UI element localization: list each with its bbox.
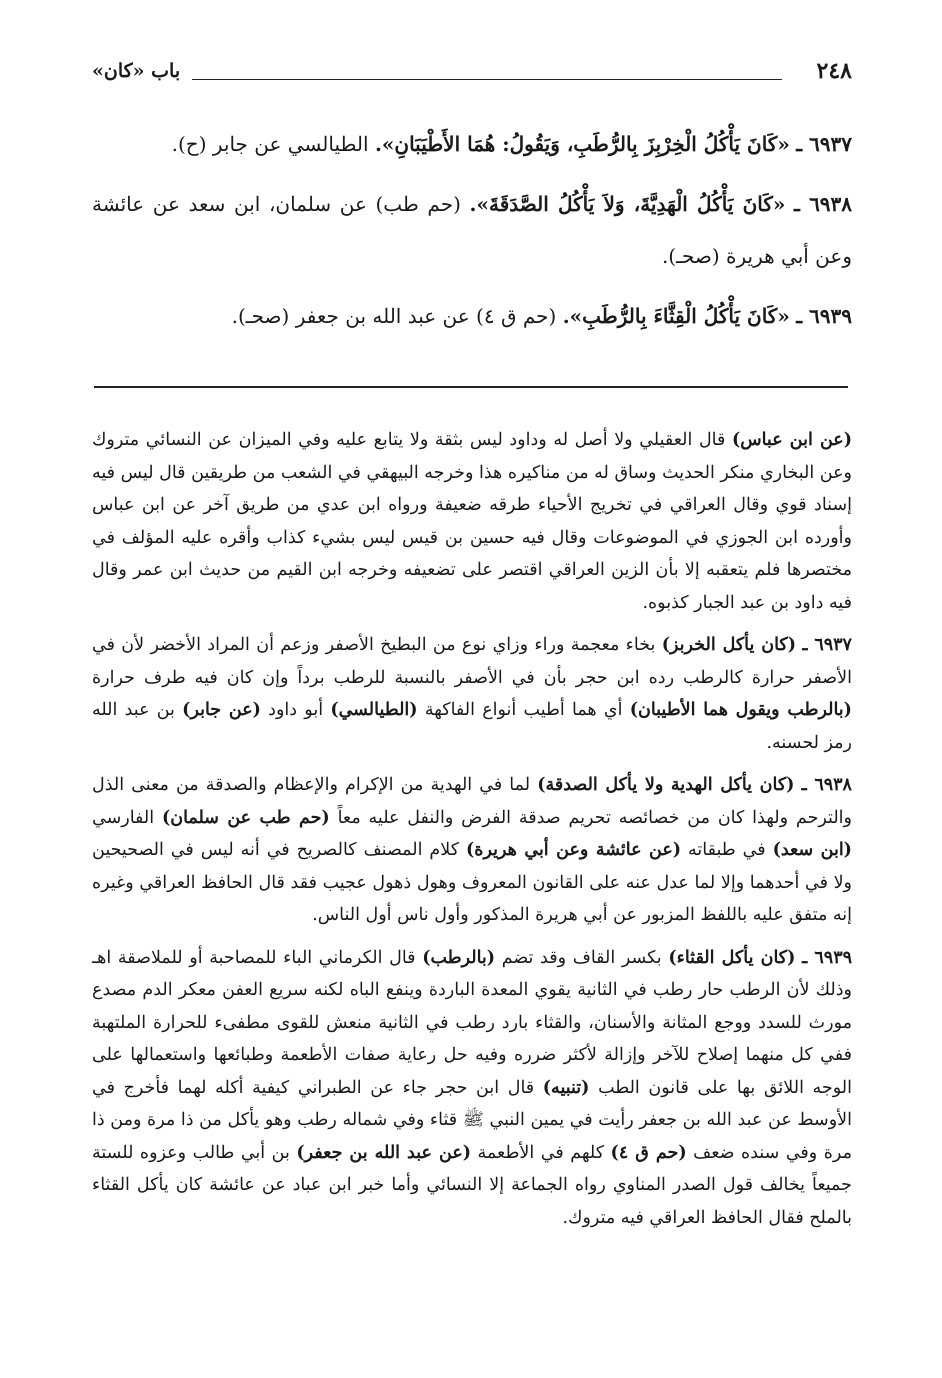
hadith-source: (حم ق ٤) عن عبد الله بن جعفر (صحـ). [231,304,557,328]
commentary-bold: (الطيالسي) [330,700,418,720]
hadith-number: ٦٩٣٨ ـ [794,192,853,216]
commentary-intro [92,424,852,619]
commentary-bold: (حم طب عن سلمان) [161,807,330,828]
commentary-bold: (عن جابر) [182,700,261,720]
page-header [92,58,852,92]
commentary-number: ٦٩٣٧ ـ [802,635,852,655]
header-rule [192,79,782,80]
commentary-bold: (عن عبد الله بن جعفر) [296,1142,472,1163]
commentary-lead: (كان يأكل الخربز) [661,635,797,655]
commentary-bold: (بالرطب ويقول هما الأطيبان) [629,700,852,720]
hadith-entry [92,118,852,170]
commentary-bold: (حم ق ٤) [610,1142,687,1163]
commentary-text: بكسر القاف وقد تضم [501,947,662,968]
commentary-6938 [92,769,852,932]
hadith-number: ٦٩٣٧ ـ [796,132,852,156]
hadith-text: «كَانَ يَأْكُلُ الْخِرْبِزَ بِالرُّطَبِ، وَيَقُولُ: هُمَا الأَطْيَبَانِ». [374,132,790,156]
commentary-text: في طبقاته [688,840,766,860]
commentary-lead: (كان يأكل القثاء) [668,947,796,968]
commentary-lead: (عن ابن عباس) [731,430,852,450]
commentary-number: ٦٩٣٩ ـ [802,947,852,968]
commentary-text: بن عبد الله رمز لحسنه. [92,700,852,753]
hadith-source: (حم طب) عن سلمان، ابن سعد عن عائشة وعن أبي هريرة (صحـ). [92,192,852,268]
commentary-section [92,424,852,1244]
commentary-6939 [92,942,852,1235]
commentary-text: قال العقيلي ولا أصل له وداود ليس بثقة ولا يتابع عليه وفي الميزان عن النسائي متروك وعن البخاري منكر الحديث وساق له من مناكيره هذا وخرجه البيهقي في الشعب من طريقين قال ليس فيه إسناد قوي وقال العراقي في تخريج الأحياء طرقه ضعيفة ورواه ابن عدي من طريق آخر عن ابن عباس وأورده ابن الجوزي في الموضوعات وقال فيه حسين بن قيس ليس بشيء كذاب وأقره عليه المؤلف في مختصرها فلم يتعقبه إلا بأن الزين العراقي اقتصر على تضعيفه وخرجه ابن القيم من حديث ابن عمر وقال فيه داود بن عبد الجبار كذبوه. [92,430,852,613]
commentary-text: بن أبي طالب وعزوه للستة جميعاً يخالف قول الصدر المناوي رواه الجماعة إلا النسائي وأما خبر ابن عباد عن عائشة كان يأكل القثاء بالملح فقال الحافظ العراقي فيه متروك. [92,1142,852,1228]
commentary-text: قال ابن حجر جاء عن الطبراني كيفية أكله لهما فأخرج في الأوسط عن عبد الله بن جعفر رأيت في يمين النبي ﷺ قثاء وفي شماله رطب وهو يأكل من ذا مرة ومن ذا مرة وفي سنده ضعف [92,1077,852,1163]
hadith-entry [92,178,852,282]
commentary-text: الفارسي [92,807,155,828]
hadith-text: «كَانَ يَأْكُلُ الْهَدِيَّةَ، وَلاَ يَأْكُلُ الصَّدَقَةَ». [469,192,786,216]
commentary-bold: (ابن سعد) [772,840,852,860]
commentary-text: بخاء معجمة وراء وزاي نوع من البطيخ الأصفر وزعم أن المراد الأخضر لأن في الأصفر حرارة كالرطب رده ابن حجر بأن في الأصفر بالنسبة للرطب برداً وإن كان فيه طرف حرارة [92,635,852,688]
hadith-entry [92,290,852,342]
commentary-6937 [92,629,852,759]
commentary-bold: (بالرطب) [422,947,496,968]
commentary-text: كلهم في الأطعمة [477,1142,605,1163]
hadith-entries [92,118,852,350]
hadith-number: ٦٩٣٩ ـ [796,304,852,328]
commentary-text: لما في الهدية من الإكرام والإعظام والصدقة من معنى الذل والترحم ولهذا كان من خصائصه تحريم صدقة الفرض والنفل عليه معاً [92,775,852,828]
commentary-bold: (عن عائشة وعن أبي هريرة) [466,840,682,860]
chapter-title: باب «كان» [92,60,181,82]
hadith-source: الطيالسي عن جابر (ح). [171,132,369,156]
page-number: ٢٤٨ [816,58,852,84]
commentary-text: أي هما أطيب أنواع الفاكهة [424,700,623,720]
section-divider [94,386,848,388]
commentary-text: كلام المصنف كالصريح في أنه ليس في الصحيحين ولا في أحدهما وإلا لما عدل عنه على القانون المعروف وهول ذهول عجيب فقد قال الحافظ العراقي وغيره إنه متفق عليه باللفظ المزبور عن أبي هريرة المذكور وأول ناس أول الناس. [92,840,852,925]
commentary-lead: (كان يأكل الهدية ولا يأكل الصدقة) [537,775,795,795]
commentary-text: أبو داود [268,700,324,720]
commentary-number: ٦٩٣٨ ـ [801,775,852,795]
commentary-bold: (تنبيه) [542,1077,590,1098]
commentary-text: قال الكرماني الباء للمصاحبة أو للملاصقة اهـ وذلك لأن الرطب حار رطب في الثانية يقوي المعدة الباردة وينفع الباه لكنه سريع العفن معكر الدم مصدع مورث للسدد ووجع المثانة والأسنان، والقثاء بارد رطب في الثانية منعش للقوى مطفىء للحرارة الملتهبة ففي كل منهما إصلاح للآخر وإزالة لأكثر ضرره وفيه حل رعاية صفات الأطعمة وطبائعها واستعمالها على الوجه اللائق بها على قانون الطب [92,947,852,1098]
hadith-text: «كَانَ يَأْكُلُ الْقِثَّاءَ بِالرُّطَبِ». [562,304,790,328]
